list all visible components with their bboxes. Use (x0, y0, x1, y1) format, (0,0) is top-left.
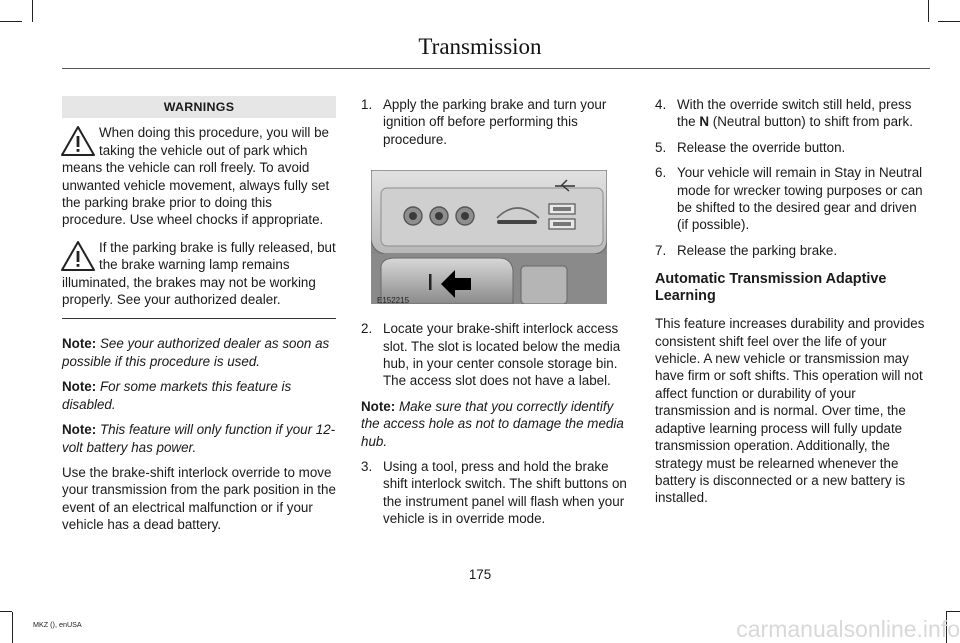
crop-mark (946, 611, 960, 612)
crop-mark (938, 21, 960, 22)
crop-mark (928, 0, 929, 22)
note (62, 378, 336, 413)
step-item (361, 458, 631, 528)
column-left (62, 96, 336, 542)
step-item (655, 164, 928, 234)
warning-text: When doing this procedure, you will be taking the vehicle out of park which means the vehicle can roll freely. To avoid unwanted vehicle movement, always fully set the parking brake prior to doing this procedure. Use wheel chocks if appropriate. (62, 125, 330, 228)
crop-mark (32, 0, 33, 22)
section-heading: Automatic Transmission Adaptive Learning (655, 271, 887, 305)
warnings-heading: WARNINGS (62, 96, 336, 118)
note-text: This feature will only function if your 12-volt battery has power. (62, 422, 336, 455)
note-label: Note: (62, 422, 97, 438)
step-number: 6. (655, 165, 667, 181)
step-text (677, 96, 928, 131)
step-text-part: (Neutral button) to shift from park. (709, 114, 913, 130)
step-number: 3. (361, 459, 373, 475)
neutral-button-label: N (699, 114, 710, 130)
warning-text: If the parking brake is fully released, but the brake warning lamp remains illuminated, the brakes may not be working properly. See your authorized dealer. (62, 239, 336, 308)
watermark: carmanualsonline.info (736, 616, 960, 642)
step-number: 7. (655, 242, 667, 258)
step-text: Locate your brake-shift interlock access slot. The slot is located below the media hub, in your center console storage bin. The access slot does not have a label. (383, 321, 621, 389)
step-number: 2. (361, 321, 373, 337)
figure-code: E152215 (377, 295, 410, 305)
step-number: 1. (361, 97, 373, 112)
warnings-divider (62, 318, 336, 319)
note-label: Note: (62, 379, 97, 395)
step-number: 4. (655, 97, 667, 112)
warning-item (62, 239, 336, 309)
crop-mark (0, 21, 22, 22)
step-text-part: With the override switch still held, press the (677, 97, 912, 130)
note-text: See your authorized dealer as soon as possible if this procedure is used. (62, 336, 330, 369)
step-text: Release the parking brake. (677, 242, 838, 258)
warning-triangle-icon (60, 125, 96, 157)
note (62, 335, 336, 370)
step-text: Apply the parking brake and turn your ignition off before performing this procedure. (383, 97, 607, 147)
intro-paragraph: Use the brake-shift interlock override to move your transmission from the park position in the event of an electrical malfunction or if your vehicle has a dead battery. (62, 464, 336, 533)
warning-triangle-icon (60, 240, 96, 272)
step-item (655, 96, 928, 131)
step-number: 5. (655, 139, 667, 155)
page-header-title: Transmission (418, 34, 542, 59)
document-id: MKZ (), enUSA (33, 620, 82, 629)
media-hub-illustration (371, 170, 607, 304)
column-middle (361, 96, 631, 536)
step-item (361, 320, 631, 390)
step-text: Your vehicle will remain in Stay in Neutral mode for wrecker towing purposes or can be shifted to the desired gear and driven (if possible). (677, 165, 923, 233)
header-rule (62, 68, 930, 69)
step-item (655, 242, 928, 259)
note (62, 421, 336, 456)
note-label: Note: (361, 398, 396, 414)
note-text: For some markets this feature is disabled. (62, 379, 292, 412)
step-text: Using a tool, press and hold the brake shift interlock switch. The shift buttons on the instrument panel will flash when your vehicle is in override mode. (383, 459, 627, 527)
media-hub-figure (371, 170, 607, 304)
column-right (655, 96, 928, 515)
section-body: This feature increases durability and provides consistent shift feel over the life of your vehicle. A new vehicle or transmission may have firm or soft shifts. This operation will not affect function or durability of your transmission and is normal. Over time, the adaptive learning process will fully update transmission operation. Additionally, the strategy must be relearned whenever the battery is disconnected or a new battery is installed. (655, 316, 925, 506)
note-label: Note: (62, 336, 97, 352)
page-number: 175 (468, 567, 492, 582)
crop-mark (0, 611, 12, 612)
crop-mark (12, 612, 13, 643)
step-item (361, 96, 631, 148)
step-item (655, 139, 928, 156)
step-text: Release the override button. (677, 139, 846, 155)
note-text: Make sure that you correctly identify the access hole as not to damage the media hub. (361, 398, 624, 449)
warning-item (62, 124, 336, 228)
note (361, 398, 631, 450)
